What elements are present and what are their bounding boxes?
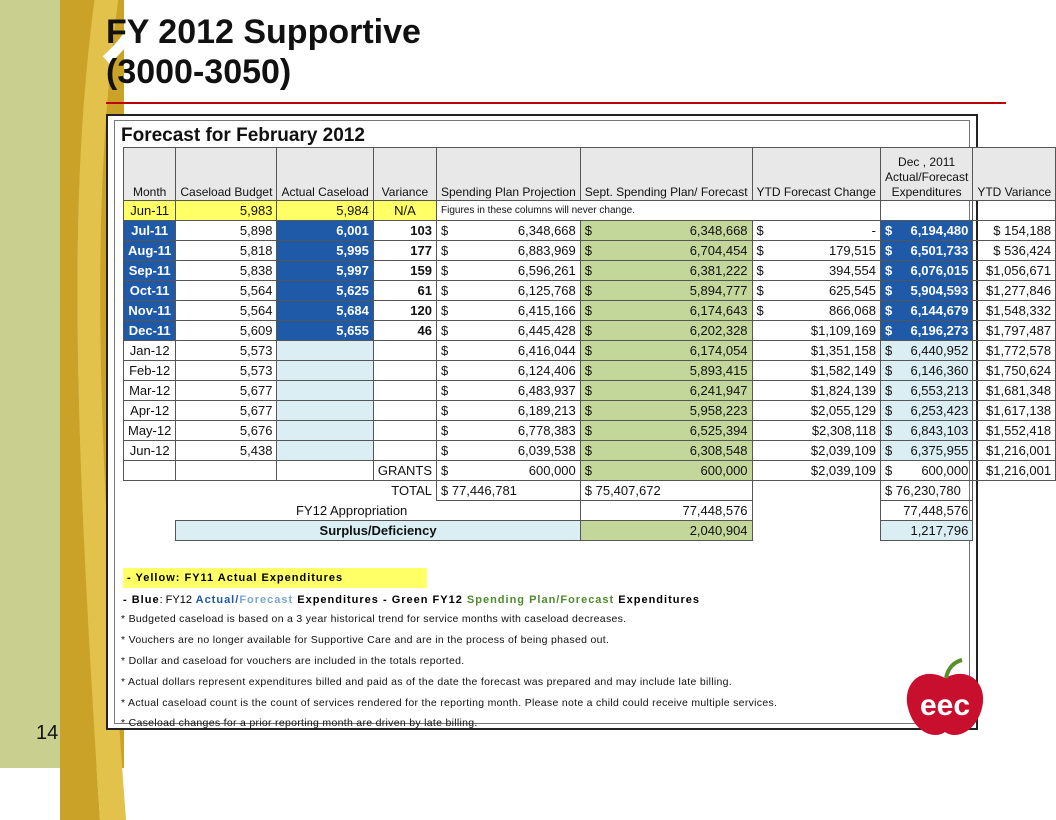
cell-sept-spending	[580, 441, 752, 461]
cell-dec-actual	[880, 241, 972, 261]
cell-spending-plan	[437, 241, 581, 261]
cell-actual: 5,995	[277, 241, 373, 261]
cell-spending-plan-value: 6,778,383	[517, 423, 576, 438]
cell-variance: 46	[373, 321, 436, 341]
header-dec-line1: Dec , 2011	[898, 155, 956, 169]
cell-sept-spending-value: 6,704,454	[689, 243, 748, 258]
cell-dec-actual-value: 6,194,480	[910, 223, 969, 238]
cell-sept-spending	[580, 281, 752, 301]
cell-variance	[373, 381, 436, 401]
dollar-sign: $	[584, 443, 592, 458]
cell-month: Aug-11	[124, 241, 176, 261]
cell-variance	[373, 421, 436, 441]
slide-title	[106, 12, 421, 92]
cell-month: Oct-11	[124, 281, 176, 301]
cell-variance: 120	[373, 301, 436, 321]
cell-spending-plan	[437, 221, 581, 241]
cell-sept-spending-value: 6,174,643	[689, 303, 748, 318]
cell-ytd-forecast	[752, 261, 880, 281]
cell-actual: 6,001	[277, 221, 373, 241]
cell-actual: 5,984	[277, 201, 373, 221]
table-row-surplus	[124, 521, 1056, 541]
cell-sept-spending-value: 5,893,415	[689, 363, 748, 378]
page-number: 14	[36, 722, 59, 744]
dollar-sign: $	[584, 323, 592, 338]
cell-dec-actual-value: 6,146,360	[910, 363, 969, 378]
legend-blue-forecast: Forecast	[239, 594, 294, 606]
cell-ytd-variance: $ 536,424	[973, 241, 1056, 261]
cell-spending-plan-value: 6,596,261	[517, 263, 576, 278]
dollar-sign: $	[884, 263, 893, 278]
cell-budget: 5,898	[176, 221, 277, 241]
legend-blue-suffix: Expenditures - Green FY12	[297, 594, 463, 606]
cell-ytd-variance: $1,277,846	[973, 281, 1056, 301]
dollar-sign: $	[756, 283, 764, 298]
eec-logo-text: eec	[919, 689, 971, 722]
cell-spending-plan	[437, 361, 581, 381]
cell-dec-actual-value: 6,553,213	[910, 383, 969, 398]
cell-spending-plan	[437, 341, 581, 361]
cell-sept-spending	[580, 301, 752, 321]
dollar-sign: $	[884, 403, 893, 418]
cell-sept-spending-value: 6,348,668	[689, 223, 748, 238]
header-spending-plan: Spending Plan Projection	[437, 148, 581, 201]
header-ytd-variance: YTD Variance	[973, 148, 1056, 201]
cell-spending-plan	[437, 421, 581, 441]
cell-budget: 5,677	[176, 381, 277, 401]
cell-ytd-variance: $1,548,332	[973, 301, 1056, 321]
cell-sept-spending-value: 5,894,777	[689, 283, 748, 298]
note-1: * Budgeted caseload is based on a 3 year historical trend for service months with caseload decreases.	[121, 613, 627, 625]
cell-month: Jul-11	[124, 221, 176, 241]
dollar-sign: $	[884, 463, 893, 478]
cell-empty	[973, 501, 1056, 521]
dollar-sign: $	[884, 323, 893, 338]
cell-empty	[973, 201, 1056, 221]
cell-sept-spending	[580, 421, 752, 441]
cell-budget: 5,677	[176, 401, 277, 421]
cell-ytd-variance: $1,750,624	[973, 361, 1056, 381]
cell-budget: 5,564	[176, 301, 277, 321]
dollar-sign: $	[441, 283, 449, 298]
cell-month: Jun-12	[124, 441, 176, 461]
cell-variance: 177	[373, 241, 436, 261]
cell-month: Jun-11	[124, 201, 176, 221]
header-month: Month	[124, 148, 176, 201]
cell-appropriation-dec: 77,448,576	[880, 501, 972, 521]
cell-grants-sept	[580, 461, 752, 481]
dollar-sign: $	[884, 303, 893, 318]
cell-empty	[752, 501, 880, 521]
cell-sept-spending	[580, 261, 752, 281]
cell-actual	[277, 381, 373, 401]
dollar-sign: $	[584, 383, 592, 398]
table-row-appropriation	[124, 501, 1056, 521]
cell-appropriation-label: FY12 Appropriation	[295, 503, 408, 518]
cell-empty	[880, 201, 972, 221]
cell-sept-spending	[580, 381, 752, 401]
cell-variance: N/A	[373, 201, 436, 221]
dollar-sign: $	[441, 383, 449, 398]
header-actual-caseload: Actual Caseload	[277, 148, 373, 201]
dollar-sign: $	[584, 343, 592, 358]
cell-grants-plan-value: 600,000	[528, 463, 576, 478]
table-row-nov-11	[124, 301, 1056, 321]
cell-sept-spending-value: 5,958,223	[689, 403, 748, 418]
cell-empty	[752, 521, 880, 541]
cell-sept-spending	[580, 401, 752, 421]
cell-ytd-forecast-value: 179,515	[828, 243, 876, 258]
cell-ytd-forecast: $1,824,139	[752, 381, 880, 401]
cell-dec-actual	[880, 401, 972, 421]
cell-spending-plan-value: 6,125,768	[517, 283, 576, 298]
header-ytd-forecast: YTD Forecast Change	[752, 148, 880, 201]
cell-sept-spending	[580, 361, 752, 381]
header-dec-actual	[880, 148, 972, 201]
cell-actual: 5,655	[277, 321, 373, 341]
dollar-sign: $	[584, 363, 592, 378]
cell-ytd-variance: $1,617,138	[973, 401, 1056, 421]
cell-ytd-forecast: $2,308,118	[752, 421, 880, 441]
legend-blue-mid: : FY12	[159, 594, 192, 606]
dollar-sign: $	[584, 423, 592, 438]
cell-surplus-label: Surplus/Deficiency	[176, 521, 580, 541]
cell-spending-plan-value: 6,883,969	[517, 243, 576, 258]
table-row-jan-12	[124, 341, 1056, 361]
cell-ytd-forecast: $1,582,149	[752, 361, 880, 381]
table-row-may-12	[124, 421, 1056, 441]
cell-budget: 5,438	[176, 441, 277, 461]
cell-ytd-forecast-value: -	[871, 223, 876, 238]
table-row-dec-11	[124, 321, 1056, 341]
dollar-sign: $	[884, 383, 893, 398]
cell-surplus-sept: 2,040,904	[580, 521, 752, 541]
dollar-sign: $	[884, 223, 893, 238]
dollar-sign: $	[441, 463, 449, 478]
header-row	[124, 148, 1056, 201]
cell-dec-actual	[880, 341, 972, 361]
slide-title-line2: (3000-3050)	[106, 53, 292, 91]
cell-dec-actual	[880, 281, 972, 301]
cell-total-label: TOTAL	[391, 483, 432, 499]
cell-sept-spending	[580, 241, 752, 261]
cell-dec-actual	[880, 381, 972, 401]
legend-blue-prefix: - Blue	[123, 594, 160, 606]
dollar-sign: $	[884, 443, 893, 458]
cell-variance: 61	[373, 281, 436, 301]
cell-budget: 5,609	[176, 321, 277, 341]
cell-grants-dec	[880, 461, 972, 481]
legend-green-suffix: Expenditures	[618, 594, 700, 606]
dollar-sign: $	[441, 263, 449, 278]
cell-dec-actual-value: 6,440,952	[910, 343, 969, 358]
cell-dec-actual	[880, 221, 972, 241]
table-row-feb-12	[124, 361, 1056, 381]
forecast-panel-inner	[114, 120, 1052, 729]
note-4: * Actual dollars represent expenditures billed and paid as of the date the forecast was prepared and may include late billing.	[121, 676, 732, 688]
dollar-sign: $	[584, 303, 592, 318]
cell-empty	[973, 521, 1056, 541]
cell-actual	[277, 341, 373, 361]
cell-dec-actual-value: 6,144,679	[910, 303, 969, 318]
cell-dec-actual-value: 6,843,103	[910, 423, 969, 438]
dollar-sign: $	[884, 343, 893, 358]
cell-ytd-variance: $1,056,671	[973, 261, 1056, 281]
cell-spending-plan-value: 6,483,937	[517, 383, 576, 398]
cell-sept-spending-value: 6,381,222	[689, 263, 748, 278]
legend-yellow: - Yellow: FY11 Actual Expenditures	[123, 568, 427, 588]
header-variance: Variance	[373, 148, 436, 201]
cell-spending-plan-value: 6,416,044	[517, 343, 576, 358]
cell-spending-plan-value: 6,039,538	[517, 443, 576, 458]
cell-grants-plan	[437, 461, 581, 481]
dollar-sign: $	[441, 343, 449, 358]
slide-title-line1: FY 2012 Supportive	[106, 13, 421, 51]
dollar-sign: $	[441, 403, 449, 418]
cell-budget: 5,573	[176, 361, 277, 381]
cell-sept-spending	[580, 221, 752, 241]
dollar-sign: $	[584, 283, 592, 298]
cell-actual	[277, 361, 373, 381]
cell-grants-sept-value: 600,000	[700, 463, 748, 478]
forecast-title: Forecast for February 2012	[121, 125, 365, 146]
dollar-sign: $	[441, 243, 449, 258]
cell-ytd-variance: $1,552,418	[973, 421, 1056, 441]
cell-ytd-variance: $ 154,188	[973, 221, 1056, 241]
cell-empty	[176, 461, 277, 481]
cell-dec-actual	[880, 361, 972, 381]
cell-grants-ytd: $2,039,109	[752, 461, 880, 481]
cell-actual	[277, 401, 373, 421]
cell-variance	[373, 341, 436, 361]
cell-empty	[973, 481, 1056, 501]
eec-logo	[900, 660, 990, 740]
cell-sept-spending-value: 6,308,548	[689, 443, 748, 458]
cell-grants-dec-value: 600,000	[921, 463, 969, 478]
table-row-total	[124, 481, 1056, 501]
dollar-sign: $	[584, 403, 592, 418]
cell-ytd-forecast: $2,055,129	[752, 401, 880, 421]
cell-dec-actual	[880, 421, 972, 441]
cell-dec-actual-value: 6,196,273	[910, 323, 969, 338]
header-dec-line3: Expenditures	[891, 185, 962, 199]
cell-empty	[124, 521, 176, 541]
dollar-sign: $	[441, 423, 449, 438]
cell-budget: 5,838	[176, 261, 277, 281]
cell-spending-plan-value: 6,189,213	[517, 403, 576, 418]
legend-blue-actual: Actual/	[195, 594, 240, 606]
table-row-aug-11	[124, 241, 1056, 261]
cell-spending-plan	[437, 261, 581, 281]
cell-actual: 5,684	[277, 301, 373, 321]
cell-dec-actual	[880, 441, 972, 461]
cell-ytd-forecast: $1,351,158	[752, 341, 880, 361]
cell-spending-plan-value: 6,348,668	[517, 223, 576, 238]
dollar-sign: $	[441, 323, 449, 338]
cell-dec-actual	[880, 261, 972, 281]
dollar-sign: $	[884, 243, 893, 258]
table-row-oct-11	[124, 281, 1056, 301]
cell-variance	[373, 361, 436, 381]
cell-spending-plan	[437, 281, 581, 301]
dollar-sign: $	[441, 303, 449, 318]
cell-ytd-forecast	[752, 301, 880, 321]
cell-spending-plan	[437, 381, 581, 401]
cell-dec-actual-value: 6,375,955	[910, 443, 969, 458]
table-row-mar-12	[124, 381, 1056, 401]
header-sept-spending: Sept. Spending Plan/ Forecast	[580, 148, 752, 201]
cell-dec-actual-value: 6,501,733	[910, 243, 969, 258]
legend-blue-green	[123, 591, 700, 609]
cell-dec-actual-value: 6,253,423	[910, 403, 969, 418]
cell-ytd-forecast-value: 625,545	[828, 283, 876, 298]
cell-ytd-forecast	[752, 241, 880, 261]
dollar-sign: $	[884, 423, 893, 438]
cell-ytd-variance: $1,797,487	[973, 321, 1056, 341]
cell-grants-label: GRANTS	[373, 461, 436, 481]
cell-dec-actual	[880, 321, 972, 341]
cell-month: Dec-11	[124, 321, 176, 341]
cell-total-dec: $ 76,230,780	[880, 481, 972, 501]
table-body	[124, 201, 1056, 541]
cell-budget: 5,676	[176, 421, 277, 441]
cell-sept-spending-value: 6,202,328	[689, 323, 748, 338]
table-row-jul-11	[124, 221, 1056, 241]
table-row-jun-11	[124, 201, 1056, 221]
dollar-sign: $	[756, 243, 764, 258]
cell-grants-ytdvar: $1,216,001	[973, 461, 1056, 481]
cell-variance: 103	[373, 221, 436, 241]
cell-empty	[752, 481, 880, 501]
cell-budget: 5,573	[176, 341, 277, 361]
cell-appropriation-sept: 77,448,576	[580, 501, 752, 521]
dollar-sign: $	[756, 223, 764, 238]
cell-ytd-forecast-value: 866,068	[828, 303, 876, 318]
cell-actual	[277, 441, 373, 461]
cell-total-sept: $ 75,407,672	[580, 481, 752, 501]
cell-dec-actual-value: 5,904,593	[910, 283, 969, 298]
cell-ytd-variance: $1,681,348	[973, 381, 1056, 401]
dollar-sign: $	[584, 463, 592, 478]
dollar-sign: $	[756, 263, 764, 278]
dollar-sign: $	[884, 363, 893, 378]
cell-variance	[373, 441, 436, 461]
title-rule	[106, 102, 1006, 104]
cell-budget: 5,818	[176, 241, 277, 261]
dollar-sign: $	[584, 243, 592, 258]
cell-empty	[277, 461, 373, 481]
note-6: * Caseload changes for a prior reporting month are driven by late billing.	[121, 717, 478, 729]
cell-ytd-forecast-value: 394,554	[828, 263, 876, 278]
cell-ytd-forecast: $1,109,169	[752, 321, 880, 341]
cell-spending-plan-value: 6,415,166	[517, 303, 576, 318]
cell-spending-plan-value: 6,124,406	[517, 363, 576, 378]
cell-variance	[373, 401, 436, 421]
cell-sept-spending-value: 6,525,394	[689, 423, 748, 438]
cell-spending-plan	[437, 441, 581, 461]
cell-sept-spending-value: 6,174,054	[689, 343, 748, 358]
cell-ytd-forecast: $2,039,109	[752, 441, 880, 461]
cell-month: Feb-12	[124, 361, 176, 381]
legend-green-text: Spending Plan/Forecast	[466, 594, 615, 606]
cell-ytd-forecast	[752, 221, 880, 241]
dollar-sign: $	[756, 303, 764, 318]
cell-never-change-note: Figures in these columns will never change.	[437, 201, 881, 221]
dollar-sign: $	[441, 223, 449, 238]
cell-month: May-12	[124, 421, 176, 441]
cell-surplus-dec: 1,217,796	[880, 521, 972, 541]
cell-month: Nov-11	[124, 301, 176, 321]
cell-sept-spending-value: 6,241,947	[689, 383, 748, 398]
cell-actual	[277, 421, 373, 441]
cell-actual: 5,997	[277, 261, 373, 281]
cell-month: Mar-12	[124, 381, 176, 401]
cell-spending-plan	[437, 401, 581, 421]
cell-ytd-variance: $1,772,578	[973, 341, 1056, 361]
cell-budget: 5,983	[176, 201, 277, 221]
table-row-sep-11	[124, 261, 1056, 281]
table-row-grants	[124, 461, 1056, 481]
dollar-sign: $	[584, 223, 592, 238]
cell-month: Sep-11	[124, 261, 176, 281]
cell-month: Apr-12	[124, 401, 176, 421]
cell-spending-plan-value: 6,445,428	[517, 323, 576, 338]
cell-variance: 159	[373, 261, 436, 281]
dollar-sign: $	[584, 263, 592, 278]
cell-dec-actual-value: 6,076,015	[910, 263, 969, 278]
header-dec-line2: Actual/Forecast	[884, 170, 969, 184]
dollar-sign: $	[884, 283, 893, 298]
cell-sept-spending	[580, 321, 752, 341]
table-row-jun-12	[124, 441, 1056, 461]
forecast-table	[123, 147, 1056, 541]
cell-ytd-forecast	[752, 281, 880, 301]
cell-actual: 5,625	[277, 281, 373, 301]
note-3: * Dollar and caseload for vouchers are included in the totals reported.	[121, 655, 465, 667]
forecast-panel	[106, 114, 1052, 730]
dollar-sign: $	[441, 443, 449, 458]
cell-dec-actual	[880, 301, 972, 321]
note-5: * Actual caseload count is the count of services rendered for the reporting month. Please note a child could receive multiple services.	[121, 697, 778, 709]
cell-total-plan: $ 77,446,781	[437, 481, 581, 501]
cell-sept-spending	[580, 341, 752, 361]
table-row-apr-12	[124, 401, 1056, 421]
cell-empty	[124, 461, 176, 481]
cell-budget: 5,564	[176, 281, 277, 301]
dollar-sign: $	[441, 363, 449, 378]
note-2: * Vouchers are no longer available for Supportive Care and are in the process of being phased out.	[121, 634, 610, 646]
cell-spending-plan	[437, 301, 581, 321]
cell-spending-plan	[437, 321, 581, 341]
cell-month: Jan-12	[124, 341, 176, 361]
header-caseload-budget: Caseload Budget	[176, 148, 277, 201]
cell-ytd-variance: $1,216,001	[973, 441, 1056, 461]
